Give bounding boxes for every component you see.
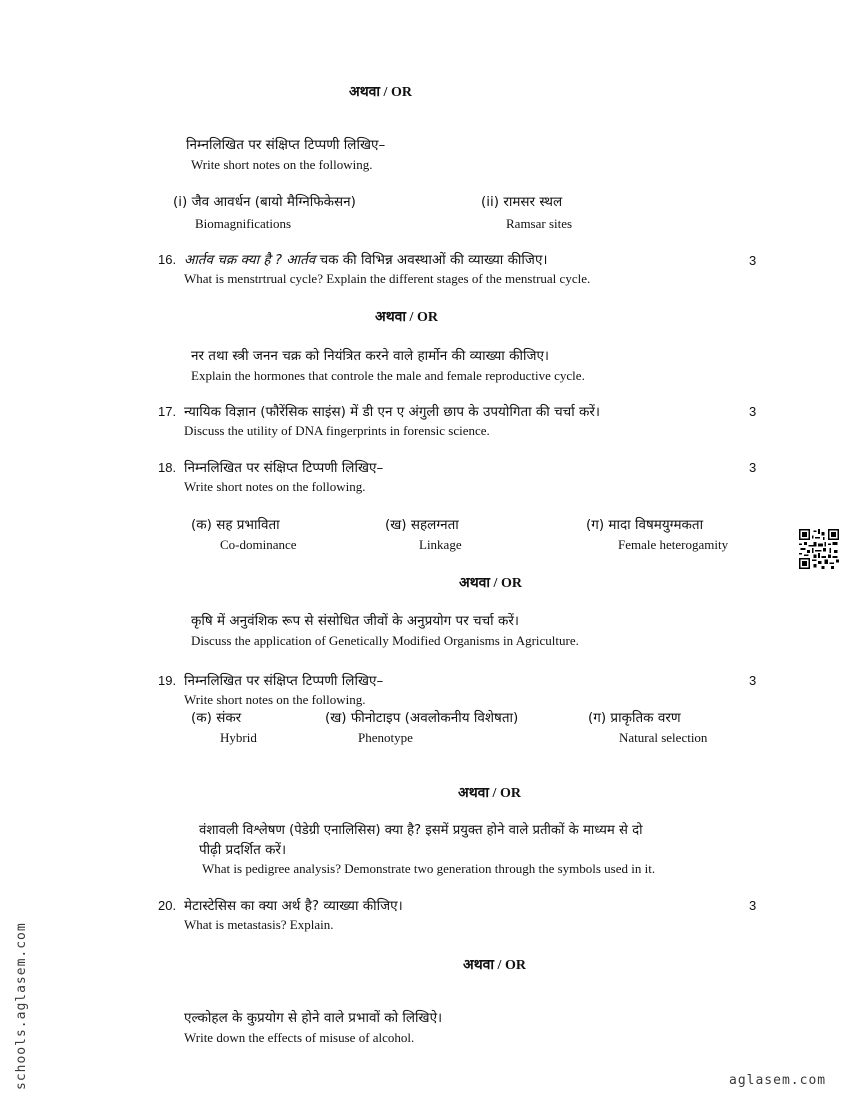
instruction-hindi: निम्नलिखित पर संक्षिप्त टिप्पणी लिखिए– <box>186 137 386 153</box>
question-english: What is metastasis? Explain. <box>184 917 334 932</box>
or-heading-2: अथवा / OR <box>375 310 438 325</box>
marks: 3 <box>749 404 757 419</box>
sub-item-english: Female heterogamity <box>618 537 729 552</box>
or-question-english: Discuss the application of Genetically Modified Organisms in Agriculture. <box>191 633 579 648</box>
sub-item-hindi: (i) जैव आवर्धन (बायो मैग्निफिकेसन) <box>173 194 356 210</box>
or-question-hindi-line2: पीढ़ी प्रदर्शित करें। <box>199 842 287 858</box>
sub-item-hindi: (ग) प्राकृतिक वरण <box>588 710 681 726</box>
question-english: Write short notes on the following. <box>184 479 366 494</box>
qr-code-icon <box>799 529 839 569</box>
marks: 3 <box>749 898 757 913</box>
question-number: 17. <box>158 404 177 419</box>
or-heading-5: अथवा / OR <box>463 958 526 973</box>
question-hindi-rest: चक की विभिन्न अवस्थाओं की व्याख्या कीजिए। <box>315 252 548 268</box>
sub-item-english: Natural selection <box>619 730 708 745</box>
sub-item-hindi: (ख) सहलग्नता <box>385 517 459 533</box>
question-number: 18. <box>158 460 177 475</box>
or-heading-3: अथवा / OR <box>459 576 522 591</box>
or-question-english: Explain the hormones that controle the male and female reproductive cycle. <box>191 368 585 383</box>
sub-item-english: Phenotype <box>358 730 413 745</box>
sub-item-english: Hybrid <box>220 730 257 745</box>
question-hindi: निम्नलिखित पर संक्षिप्त टिप्पणी लिखिए– <box>184 460 384 476</box>
or-question-english: What is pedigree analysis? Demonstrate two generation through the symbols used in it. <box>202 861 656 876</box>
question-number: 19. <box>158 673 177 688</box>
or-question-hindi: वंशावली विश्लेषण (पेडेग्री एनालिसिस) क्या है? इसमें प्रयुक्त होने वाले प्रतीकों के माध्यम से दो <box>199 823 643 838</box>
or-heading-1: अथवा / OR <box>349 85 412 100</box>
sub-item-hindi: (क) सह प्रभाविता <box>191 517 280 533</box>
or-question-hindi: कृषि में अनुवंशिक रूप से संसोधित जीवों के अनुप्रयोग पर चर्चा करें। <box>191 613 519 629</box>
question-hindi-italic: आर्तव चक्र क्या है ? आर्तव <box>184 252 316 268</box>
sub-item-english: Co-dominance <box>220 537 297 552</box>
question-hindi: न्यायिक विज्ञान (फौरेंसिक साइंस) में डी एन ए अंगुली छाप के उपयोगिता की चर्चा करें। <box>184 404 601 420</box>
marks: 3 <box>749 460 757 475</box>
question-hindi: निम्नलिखित पर संक्षिप्त टिप्पणी लिखिए– <box>184 673 384 689</box>
sub-item-hindi: (ii) रामसर स्थल <box>481 194 563 210</box>
sub-item-english: Biomagnifications <box>195 216 292 231</box>
question-number: 16. <box>158 252 177 267</box>
marks: 3 <box>749 673 757 688</box>
question-hindi: मेटास्टेसिस का क्या अर्थ है? व्याख्या कीजिए। <box>184 898 403 914</box>
marks: 3 <box>749 253 757 268</box>
or-heading-4: अथवा / OR <box>458 786 521 801</box>
sub-item-english: Ramsar sites <box>506 216 573 231</box>
sub-item-hindi: (ख) फीनोटाइप (अवलोकनीय विशेषता) <box>325 710 519 726</box>
or-question-hindi: एल्कोहल के कुप्रयोग से होने वाले प्रभावों को लिखिऐ। <box>184 1010 443 1026</box>
or-question-english: Write down the effects of misuse of alcohol. <box>184 1030 415 1045</box>
question-hindi <box>184 250 548 268</box>
question-number: 20. <box>158 898 177 913</box>
instruction-english: Write short notes on the following. <box>191 157 373 172</box>
question-english: Write short notes on the following. <box>184 692 366 707</box>
question-english: What is menstrtrual cycle? Explain the different stages of the menstrual cycle. <box>184 271 591 286</box>
question-english: Discuss the utility of DNA fingerprints in forensic science. <box>184 423 490 438</box>
sub-item-english: Linkage <box>419 537 462 552</box>
or-question-hindi: नर तथा स्त्री जनन चक्र को नियंत्रित करने वाले हार्मोन की व्याख्या कीजिए। <box>191 348 550 364</box>
side-watermark: schools.aglasem.com <box>14 922 29 1090</box>
sub-item-hindi: (ग) मादा विषमयुग्मकता <box>586 517 704 533</box>
footer-watermark: aglasem.com <box>729 1073 827 1088</box>
sub-item-hindi: (क) संकर <box>191 710 242 726</box>
